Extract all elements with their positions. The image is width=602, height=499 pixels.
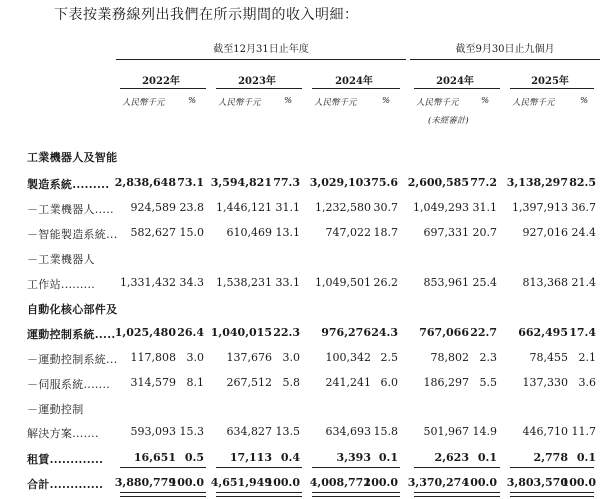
percent-cell: 0.4 — [280, 451, 300, 464]
group-rule-nine-months — [410, 59, 600, 60]
percent-cell: 21.4 — [571, 276, 596, 289]
group-header-year: 截至12月31日止年度 — [213, 44, 309, 55]
percent-cell: 82.5 — [569, 176, 596, 189]
amount-cell: 976,276 — [321, 326, 371, 339]
year-header: 2025年 — [531, 76, 569, 87]
row-label: 製造系統......... — [27, 178, 110, 191]
percent-cell: 0.1 — [378, 451, 398, 464]
total-double-rule — [510, 492, 594, 497]
unit-rmb-thousand: 人民幣千元 — [314, 98, 357, 108]
percent-cell: 3.0 — [282, 351, 300, 364]
amount-cell: 853,961 — [423, 276, 469, 289]
percent-cell: 77.3 — [273, 176, 300, 189]
amount-cell: 1,538,231 — [216, 276, 272, 289]
amount-cell: 747,022 — [325, 226, 371, 239]
subtotal-rule — [414, 467, 500, 468]
row-label: －伺服系統....... — [27, 378, 111, 391]
percent-cell: 31.1 — [472, 201, 497, 214]
amount-cell: 100,342 — [325, 351, 371, 364]
percent-cell: 13.1 — [275, 226, 300, 239]
amount-cell: 1,049,501 — [315, 276, 371, 289]
amount-cell: 446,710 — [522, 425, 568, 438]
percent-cell: 3.6 — [578, 376, 596, 389]
percent-cell: 2.5 — [380, 351, 398, 364]
amount-cell: 314,579 — [130, 376, 176, 389]
percent-cell: 75.6 — [371, 176, 398, 189]
percent-cell: 77.2 — [470, 176, 497, 189]
amount-cell: 1,232,580 — [315, 201, 371, 214]
percent-cell: 100.0 — [265, 476, 300, 489]
percent-cell: 26.4 — [177, 326, 204, 339]
amount-cell: 17,113 — [229, 451, 272, 464]
amount-cell: 634,827 — [226, 425, 272, 438]
amount-cell: 3,803,570 — [506, 476, 568, 489]
percent-cell: 8.1 — [186, 376, 204, 389]
unit-rmb-thousand: 人民幣千元 — [122, 98, 165, 108]
year-rule — [312, 88, 400, 89]
group-header-nine-months: 截至9月30日止九個月 — [455, 44, 555, 55]
row-label: －工業機器人 — [27, 253, 95, 266]
amount-cell: 1,040,015 — [210, 326, 272, 339]
row-label: 自動化核心部件及 — [27, 303, 118, 316]
amount-cell: 2,623 — [434, 451, 469, 464]
total-double-rule — [414, 492, 500, 497]
percent-cell: 24.4 — [571, 226, 596, 239]
amount-cell: 924,589 — [130, 201, 176, 214]
percent-cell: 5.8 — [282, 376, 300, 389]
amount-cell: 3,029,103 — [309, 176, 371, 189]
percent-cell: 0.5 — [184, 451, 204, 464]
percent-cell: 25.4 — [472, 276, 497, 289]
percent-cell: 15.0 — [179, 226, 204, 239]
amount-cell: 2,778 — [533, 451, 568, 464]
amount-cell: 1,446,121 — [216, 201, 272, 214]
unit-rmb-thousand: 人民幣千元 — [512, 98, 555, 108]
total-double-rule — [216, 492, 302, 497]
amount-cell: 186,297 — [423, 376, 469, 389]
amount-cell: 4,651,949 — [210, 476, 272, 489]
percent-cell: 5.5 — [479, 376, 497, 389]
year-header: 2024年 — [436, 76, 474, 87]
year-rule — [120, 88, 206, 89]
percent-cell: 33.1 — [275, 276, 300, 289]
amount-cell: 593,093 — [130, 425, 176, 438]
unit-percent: % — [580, 96, 589, 106]
amount-cell: 78,455 — [529, 351, 568, 364]
intro-text: 下表按業務線列出我們在所示期間的收入明細： — [54, 7, 359, 23]
percent-cell: 0.1 — [477, 451, 497, 464]
row-label: 運動控制系統..... — [27, 328, 116, 341]
percent-cell: 24.3 — [371, 326, 398, 339]
amount-cell: 1,331,432 — [120, 276, 176, 289]
row-label: －運動控制 — [27, 403, 84, 416]
percent-cell: 22.7 — [470, 326, 497, 339]
row-label: 租賃............. — [27, 453, 104, 466]
amount-cell: 813,368 — [522, 276, 568, 289]
year-rule — [216, 88, 302, 89]
subtotal-rule — [216, 467, 302, 468]
year-header: 2023年 — [238, 76, 276, 87]
percent-cell: 100.0 — [169, 476, 204, 489]
unit-percent: % — [188, 96, 197, 106]
amount-cell: 634,693 — [325, 425, 371, 438]
percent-cell: 18.7 — [373, 226, 398, 239]
unit-rmb-thousand: 人民幣千元 — [416, 98, 459, 108]
row-label: －運動控制系統... — [27, 353, 118, 366]
percent-cell: 30.7 — [373, 201, 398, 214]
amount-cell: 267,512 — [226, 376, 272, 389]
amount-cell: 78,802 — [430, 351, 469, 364]
percent-cell: 100.0 — [462, 476, 497, 489]
amount-cell: 1,049,293 — [413, 201, 469, 214]
amount-cell: 117,808 — [130, 351, 176, 364]
amount-cell: 767,066 — [419, 326, 469, 339]
percent-cell: 36.7 — [571, 201, 596, 214]
unaudited-note: (未經審計) — [428, 116, 469, 126]
subtotal-rule — [510, 467, 594, 468]
percent-cell: 20.7 — [472, 226, 497, 239]
amount-cell: 2,600,585 — [407, 176, 469, 189]
row-label: 工作站......... — [27, 278, 96, 291]
amount-cell: 241,241 — [325, 376, 371, 389]
percent-cell: 17.4 — [569, 326, 596, 339]
year-rule — [414, 88, 500, 89]
amount-cell: 610,469 — [226, 226, 272, 239]
amount-cell: 501,967 — [423, 425, 469, 438]
amount-cell: 927,016 — [522, 226, 568, 239]
row-label: 解決方案....... — [27, 427, 99, 440]
percent-cell: 26.2 — [373, 276, 398, 289]
amount-cell: 3,880,779 — [114, 476, 176, 489]
group-rule-year — [116, 59, 406, 60]
amount-cell: 1,025,480 — [114, 326, 176, 339]
total-double-rule — [120, 492, 206, 497]
year-header: 2022年 — [142, 76, 180, 87]
subtotal-rule — [312, 467, 400, 468]
unit-percent: % — [481, 96, 490, 106]
amount-cell: 3,370,274 — [407, 476, 469, 489]
percent-cell: 13.5 — [275, 425, 300, 438]
percent-cell: 34.3 — [179, 276, 204, 289]
percent-cell: 14.9 — [472, 425, 497, 438]
percent-cell: 15.8 — [373, 425, 398, 438]
amount-cell: 16,651 — [133, 451, 176, 464]
amount-cell: 3,393 — [336, 451, 371, 464]
percent-cell: 2.1 — [578, 351, 596, 364]
amount-cell: 137,330 — [522, 376, 568, 389]
year-header: 2024年 — [335, 76, 373, 87]
row-label: 工業機器人及智能 — [27, 151, 118, 164]
year-rule — [510, 88, 594, 89]
amount-cell: 582,627 — [130, 226, 176, 239]
percent-cell: 6.0 — [380, 376, 398, 389]
subtotal-rule — [120, 467, 206, 468]
unit-percent: % — [382, 96, 391, 106]
row-label: －智能製造系統... — [27, 228, 118, 241]
percent-cell: 31.1 — [275, 201, 300, 214]
percent-cell: 11.7 — [571, 425, 596, 438]
amount-cell: 662,495 — [518, 326, 568, 339]
amount-cell: 3,138,297 — [506, 176, 568, 189]
amount-cell: 2,838,648 — [114, 176, 176, 189]
percent-cell: 100.0 — [363, 476, 398, 489]
percent-cell: 23.8 — [179, 201, 204, 214]
amount-cell: 1,397,913 — [512, 201, 568, 214]
amount-cell: 137,676 — [226, 351, 272, 364]
amount-cell: 4,008,772 — [309, 476, 371, 489]
unit-rmb-thousand: 人民幣千元 — [218, 98, 261, 108]
amount-cell: 697,331 — [423, 226, 469, 239]
percent-cell: 73.1 — [177, 176, 204, 189]
percent-cell: 2.3 — [479, 351, 497, 364]
percent-cell: 100.0 — [561, 476, 596, 489]
percent-cell: 0.1 — [576, 451, 596, 464]
row-label: 合計............. — [27, 478, 104, 491]
unit-percent: % — [284, 96, 293, 106]
row-label: －工業機器人..... — [27, 203, 114, 216]
percent-cell: 22.3 — [273, 326, 300, 339]
total-double-rule — [312, 492, 400, 497]
percent-cell: 15.3 — [179, 425, 204, 438]
percent-cell: 3.0 — [186, 351, 204, 364]
amount-cell: 3,594,821 — [210, 176, 272, 189]
